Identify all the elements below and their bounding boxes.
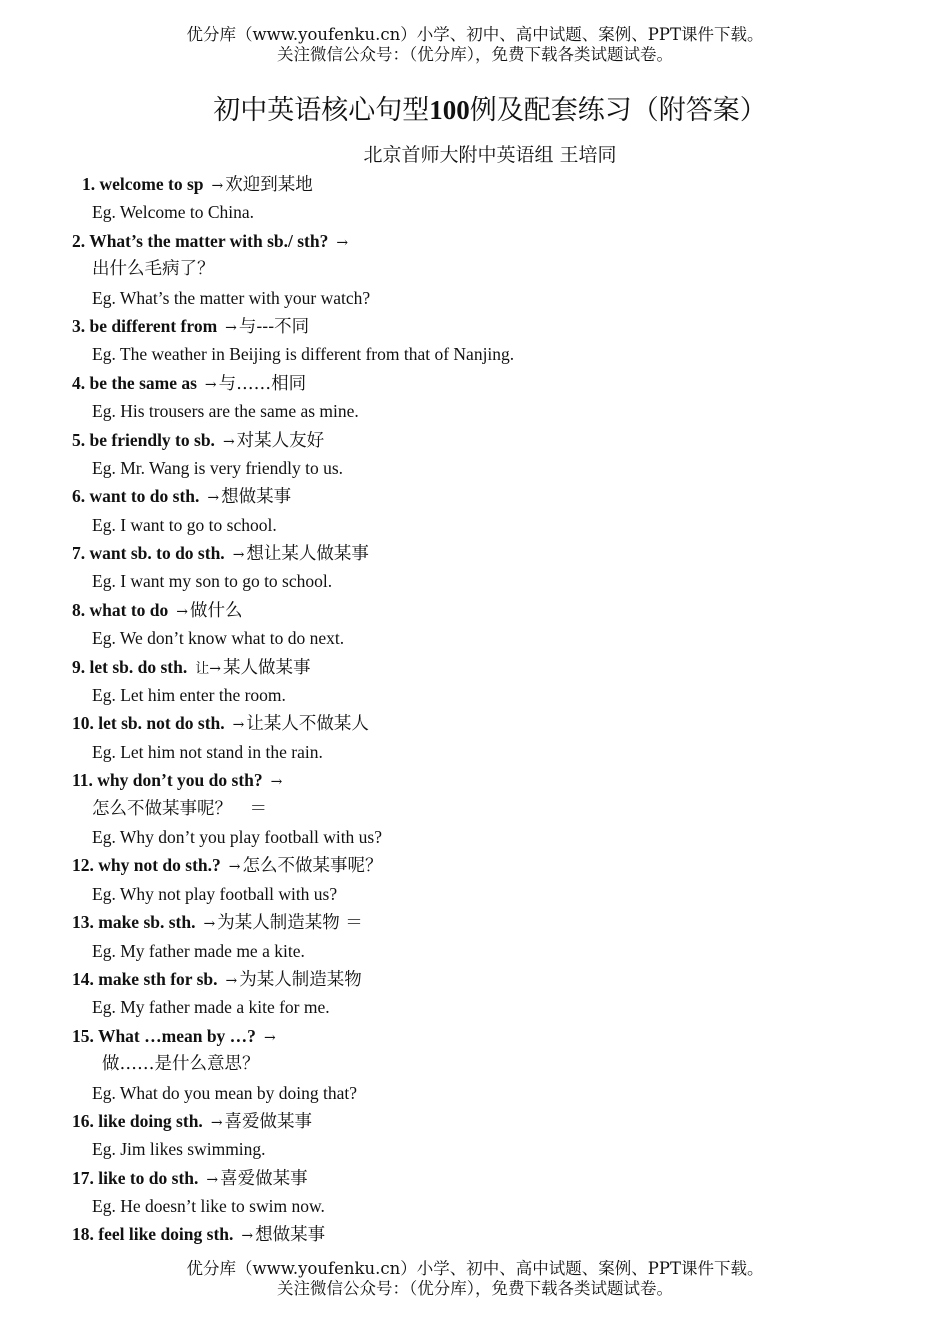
pattern-number: 13. xyxy=(72,912,94,933)
page-footer xyxy=(0,1259,950,1299)
pattern-item xyxy=(0,369,950,397)
title-suffix: 例及配套练习（附答案） xyxy=(469,95,767,126)
pattern-phrase xyxy=(72,657,187,677)
pattern-number: 6. xyxy=(72,486,86,507)
arrow-icon: → xyxy=(203,916,216,933)
arrow-icon: → xyxy=(176,603,188,620)
pattern-number: 12. xyxy=(72,855,94,876)
example-sentence: Eg. Welcome to China. xyxy=(92,202,255,223)
pattern-number: 15. xyxy=(72,1025,94,1046)
pattern-phrase xyxy=(72,373,197,393)
pattern-text: why don’t you do sth? xyxy=(97,770,263,791)
pattern-meaning: 喜爱做某事 xyxy=(224,1111,313,1132)
arrow-icon: 让→ xyxy=(195,660,221,677)
pattern-phrase xyxy=(72,770,263,790)
pattern-text: let sb. do sth. xyxy=(89,656,188,677)
pattern-text: let sb. not do sth. xyxy=(98,713,225,734)
document-title xyxy=(0,92,950,129)
pattern-phrase xyxy=(72,486,199,506)
example-sentence: Eg. What do you mean by doing that? xyxy=(92,1082,358,1103)
pattern-phrase xyxy=(72,316,217,336)
pattern-number: 14. xyxy=(72,968,94,989)
pattern-meaning: 某人做某事 xyxy=(222,657,311,678)
pattern-meaning: 为某人制造某物 ＝ xyxy=(217,913,363,934)
pattern-text: feel like doing sth. xyxy=(98,1224,234,1245)
arrow-icon: → xyxy=(211,178,224,194)
pattern-meaning: 让某人不做某人 xyxy=(246,714,369,735)
arrow-icon: → xyxy=(241,1228,254,1245)
pattern-item xyxy=(0,1164,950,1192)
pattern-meaning: 怎么不做某事呢？ xyxy=(242,856,383,877)
pattern-text: What …mean by …? xyxy=(97,1025,256,1046)
pattern-item xyxy=(0,908,950,936)
pattern-phrase xyxy=(72,912,196,932)
pattern-text: be different from xyxy=(89,315,218,336)
document-author: 北京首师大附中英语组 王培同 xyxy=(363,144,617,166)
pattern-phrase xyxy=(72,430,215,450)
pattern-number: 5. xyxy=(72,429,86,450)
example-sentence: Eg. Let him enter the room. xyxy=(92,685,286,706)
pattern-text: be friendly to sb. xyxy=(89,429,215,450)
example-sentence: Eg. What’s the matter with your watch? xyxy=(92,287,371,308)
header-line-1: 优分库（www.youfenku.cn）小学、初中、高中试题、案例、PPT课件下载。 xyxy=(186,25,764,44)
pattern-phrase xyxy=(72,543,225,563)
arrow-icon: → xyxy=(225,319,237,336)
pattern-number: 17. xyxy=(72,1167,94,1188)
pattern-phrase xyxy=(72,231,328,251)
pattern-meaning: 为某人制造某物 xyxy=(239,969,362,990)
footer-line-2: 关注微信公众号：（优分库），免费下载各类试题试卷。 xyxy=(277,1279,673,1298)
example-sentence: Eg. Jim likes swimming. xyxy=(92,1139,266,1160)
header-line-2: 关注微信公众号：（优分库），免费下载各类试题试卷。 xyxy=(277,45,673,64)
pattern-number: 8. xyxy=(72,599,86,620)
pattern-phrase xyxy=(72,969,218,989)
pattern-text: make sb. sth. xyxy=(98,912,196,933)
pattern-item xyxy=(0,965,950,993)
example-sentence: Eg. My father made me a kite. xyxy=(92,940,305,961)
pattern-phrase xyxy=(82,174,204,194)
pattern-phrase xyxy=(72,855,221,875)
example-sentence: Eg. Why not play football with us? xyxy=(92,883,338,904)
pattern-meaning: 做什么 xyxy=(190,600,243,621)
pattern-number: 9. xyxy=(72,656,86,677)
arrow-icon: → xyxy=(225,972,238,989)
pattern-number: 16. xyxy=(72,1110,94,1131)
pattern-text: want to do sth. xyxy=(89,486,200,507)
pattern-item xyxy=(0,709,950,737)
pattern-text: What’s the matter with sb./ sth? xyxy=(89,230,329,251)
pattern-meaning: 做……是什么意思？ xyxy=(102,1054,260,1075)
pattern-item xyxy=(0,1220,950,1248)
pattern-meaning: 喜爱做某事 xyxy=(220,1168,308,1189)
title-prefix: 初中英语核心句型 xyxy=(213,95,430,126)
pattern-text: what to do xyxy=(89,599,169,620)
pattern-item xyxy=(0,1022,950,1050)
pattern-meaning: 与---不同 xyxy=(238,316,310,337)
pattern-phrase xyxy=(72,600,168,620)
example-sentence: Eg. We don’t know what to do next. xyxy=(92,628,345,649)
pattern-phrase xyxy=(72,1168,198,1188)
example-sentence: Eg. I want my son to go to school. xyxy=(92,571,333,592)
example-sentence: Eg. My father made a kite for me. xyxy=(92,997,330,1018)
arrow-icon: → xyxy=(232,547,245,564)
pattern-meaning: 怎么不做某事呢？ ＝ xyxy=(92,798,267,819)
pattern-item xyxy=(0,312,950,340)
pattern-phrase xyxy=(72,1026,256,1046)
pattern-item xyxy=(0,170,950,198)
pattern-item xyxy=(0,539,950,567)
page-header xyxy=(0,25,950,65)
pattern-phrase xyxy=(72,1224,233,1244)
example-sentence: Eg. I want to go to school. xyxy=(92,514,277,535)
footer-line-1: 优分库（www.youfenku.cn）小学、初中、高中试题、案例、PPT课件下载。 xyxy=(186,1259,764,1278)
pattern-text: welcome to sp xyxy=(99,174,204,194)
arrow-icon: → xyxy=(207,490,220,507)
sentence-pattern-list xyxy=(0,170,950,1249)
pattern-text: be the same as xyxy=(89,372,197,393)
arrow-icon: → xyxy=(210,1114,223,1131)
pattern-item xyxy=(0,653,950,681)
pattern-number: 18. xyxy=(72,1224,94,1245)
pattern-item xyxy=(0,482,950,510)
pattern-item xyxy=(0,851,950,879)
pattern-meaning: 想做某事 xyxy=(255,1225,326,1246)
pattern-text: why not do sth.? xyxy=(98,855,221,876)
pattern-item xyxy=(0,766,950,794)
pattern-meaning: 出什么毛病了？ xyxy=(92,259,215,280)
pattern-text: like doing sth. xyxy=(98,1110,203,1131)
example-sentence: Eg. He doesn’t like to swim now. xyxy=(92,1196,325,1217)
pattern-meaning: 对某人友好 xyxy=(236,430,325,451)
arrow-icon: → xyxy=(232,717,245,734)
arrow-icon: → xyxy=(222,433,235,450)
pattern-number: 3. xyxy=(72,315,86,336)
pattern-text: make sth for sb. xyxy=(98,968,218,989)
arrow-icon: → xyxy=(206,1171,219,1188)
pattern-meaning: 想让某人做某事 xyxy=(246,544,369,565)
pattern-meaning: 与……相同 xyxy=(218,373,307,394)
pattern-phrase xyxy=(72,713,225,733)
arrow-icon: → xyxy=(228,859,241,876)
pattern-meaning: 想做某事 xyxy=(221,487,292,508)
pattern-number: 4. xyxy=(72,372,86,393)
example-sentence: Eg. Why don’t you play football with us? xyxy=(92,826,383,847)
pattern-number: 1. xyxy=(82,174,96,194)
pattern-text: like to do sth. xyxy=(98,1167,199,1188)
pattern-item xyxy=(0,227,950,255)
pattern-text: want sb. to do sth. xyxy=(89,543,225,564)
pattern-item xyxy=(0,1107,950,1135)
example-sentence: Eg. The weather in Beijing is different from that of Nanjing. xyxy=(92,344,515,365)
pattern-phrase xyxy=(72,1111,203,1131)
title-number: 100 xyxy=(429,95,470,125)
pattern-number: 10. xyxy=(72,713,94,734)
arrow-icon: → xyxy=(263,1029,276,1046)
pattern-item xyxy=(0,596,950,624)
pattern-item xyxy=(0,426,950,454)
example-sentence: Eg. His trousers are the same as mine. xyxy=(92,401,359,422)
example-sentence: Eg. Let him not stand in the rain. xyxy=(92,741,323,762)
pattern-number: 2. xyxy=(72,230,86,251)
pattern-number: 7. xyxy=(72,543,86,564)
pattern-number: 11. xyxy=(72,770,93,791)
pattern-meaning: 欢迎到某地 xyxy=(225,175,313,195)
example-sentence: Eg. Mr. Wang is very friendly to us. xyxy=(92,457,344,478)
arrow-icon: → xyxy=(336,234,349,251)
arrow-icon: → xyxy=(204,376,217,393)
arrow-icon: → xyxy=(270,774,283,791)
